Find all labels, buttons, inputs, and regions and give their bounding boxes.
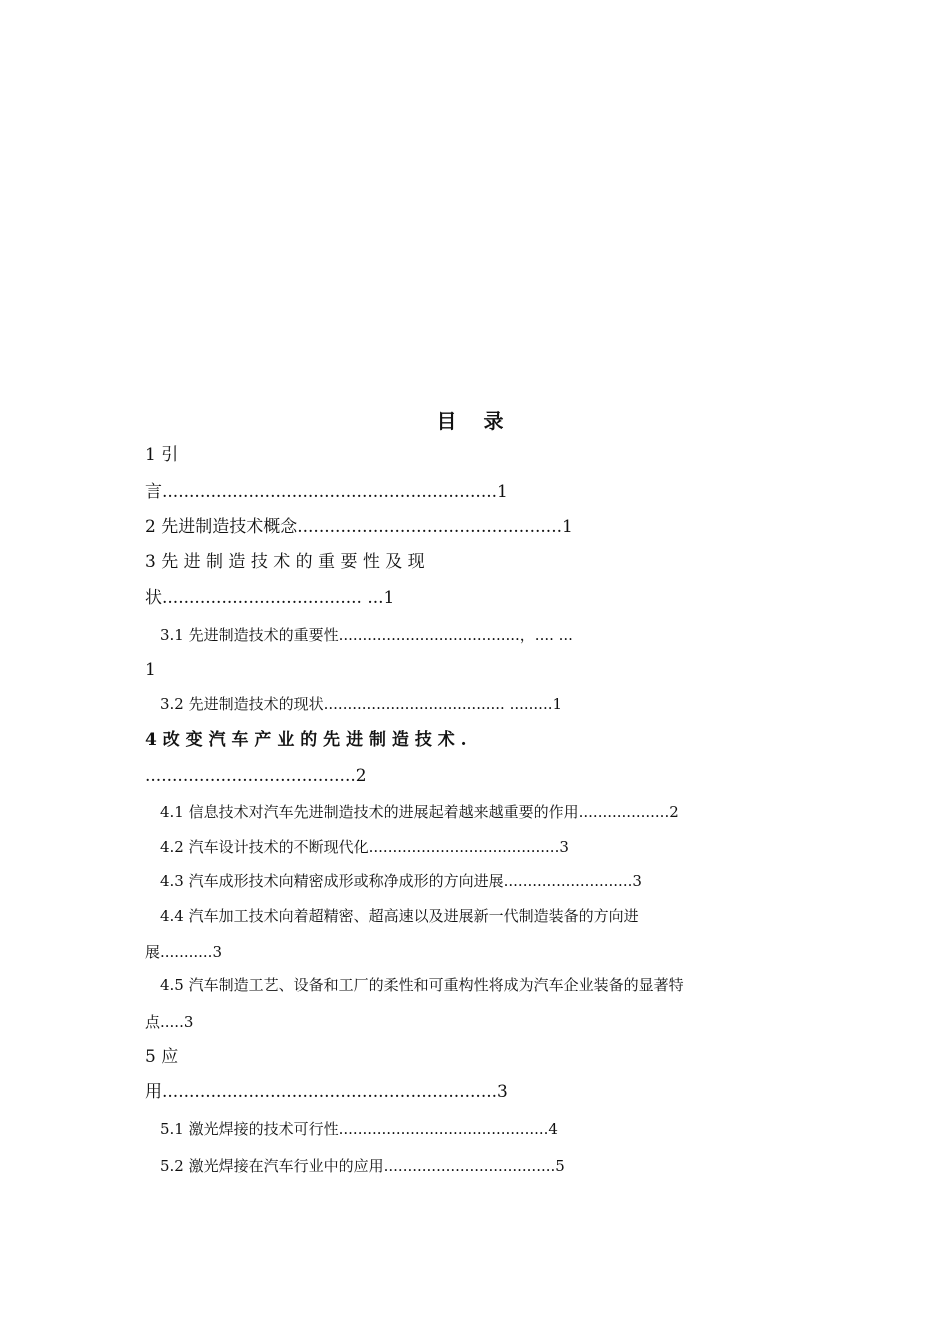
toc-line-4-1: 4.1 信息技术对汽车先进制造技术的进展起着越来越重要的作用...................2 bbox=[160, 803, 679, 821]
toc-line-4-5a: 4.5 汽车制造工艺、设备和工厂的柔性和可重构性将成为汽车企业装备的显著特 bbox=[160, 976, 684, 994]
toc-line-5-1: 5.1 激光焊接的技术可行性............................................4 bbox=[160, 1120, 558, 1138]
toc-line-3a: 3 先 进 制 造 技 术 的 重 要 性 及 现 bbox=[145, 552, 425, 572]
toc-line-3-1-page: 1 bbox=[145, 660, 156, 680]
toc-title: 目 录 bbox=[436, 409, 514, 433]
toc-line-4-2: 4.2 汽车设计技术的不断现代化........................................3 bbox=[160, 838, 569, 856]
toc-line-4-3: 4.3 汽车成形技术向精密成形或称净成形的方向进展...........................3 bbox=[160, 872, 642, 890]
toc-line-4b: .......................................2 bbox=[145, 766, 367, 786]
toc-line-3b: 状..................................... ...1 bbox=[145, 588, 395, 608]
toc-line-5a: 5 应 bbox=[145, 1047, 179, 1067]
toc-line-4-4a: 4.4 汽车加工技术向着超精密、超高速以及进展新一代制造装备的方向进 bbox=[160, 907, 639, 925]
toc-line-3-2: 3.2 先进制造技术的现状...................................... .........1 bbox=[160, 695, 563, 713]
toc-line-4-5b: 点.....3 bbox=[145, 1013, 194, 1031]
toc-line-4a: 4 改 变 汽 车 产 业 的 先 进 制 造 技 术 . bbox=[145, 730, 467, 750]
toc-line-4-4b: 展...........3 bbox=[145, 943, 222, 961]
toc-line-3-1: 3.1 先进制造技术的重要性......................................，.... ... bbox=[160, 626, 573, 644]
toc-line-5-2: 5.2 激光焊接在汽车行业中的应用....................................5 bbox=[160, 1157, 565, 1175]
toc-line-5b: 用..............................................................3 bbox=[145, 1082, 508, 1102]
toc-line-1a: 1 引 bbox=[145, 445, 179, 465]
toc-line-1b: 言..............................................................1 bbox=[145, 482, 508, 502]
toc-line-2: 2 先进制造技术概念.................................................1 bbox=[145, 517, 573, 537]
